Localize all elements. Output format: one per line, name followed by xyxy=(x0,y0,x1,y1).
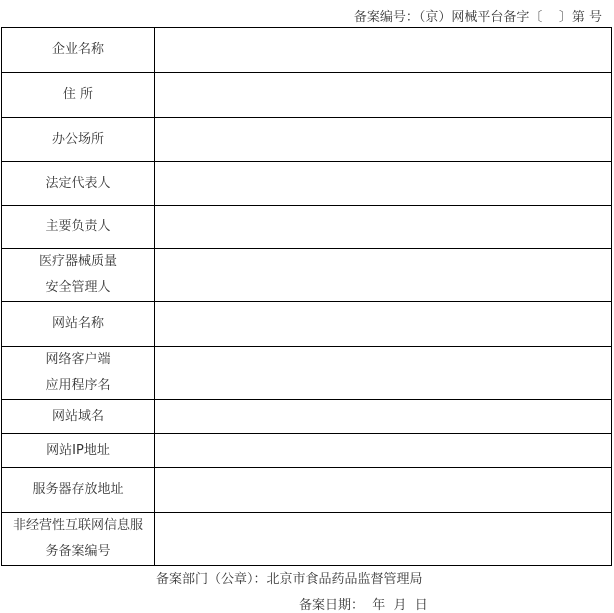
table-row xyxy=(2,347,612,400)
value-office-location[interactable] xyxy=(155,118,612,162)
label-website-ip: 网站IP地址 xyxy=(2,434,155,468)
table-row xyxy=(2,28,612,73)
label-client-app-name-line2: 应用程序名 xyxy=(45,378,111,393)
value-client-app-name[interactable] xyxy=(155,347,612,400)
label-principal: 主要负责人 xyxy=(2,206,155,249)
table-row xyxy=(2,162,612,206)
label-icp-filing-number-line2: 务备案编号 xyxy=(45,544,111,559)
filing-date: 备案日期： 年 月 日 xyxy=(299,598,428,613)
table-row xyxy=(2,73,612,118)
filing-department: 备案部门（公章）：北京市食品药品监督管理局 xyxy=(156,572,423,587)
table-row xyxy=(2,206,612,249)
filing-number-header: 备案编号：（京）网械平台备字〔 〕第 号 xyxy=(353,10,602,25)
table-row xyxy=(2,249,612,302)
filing-form-table xyxy=(1,27,612,566)
label-icp-filing-number xyxy=(2,513,155,566)
table-row xyxy=(2,302,612,347)
value-legal-representative[interactable] xyxy=(155,162,612,206)
label-quality-manager xyxy=(2,249,155,302)
table-row xyxy=(2,468,612,513)
label-website-domain: 网站域名 xyxy=(2,400,155,434)
label-quality-manager-line1: 医疗器械质量 xyxy=(38,254,117,269)
value-website-ip[interactable] xyxy=(155,434,612,468)
label-residence: 住 所 xyxy=(2,73,155,118)
label-office-location: 办公场所 xyxy=(2,118,155,162)
table-row xyxy=(2,434,612,468)
value-company-name[interactable] xyxy=(155,28,612,73)
value-principal[interactable] xyxy=(155,206,612,249)
label-legal-representative: 法定代表人 xyxy=(2,162,155,206)
label-client-app-name xyxy=(2,347,155,400)
value-quality-manager[interactable] xyxy=(155,249,612,302)
label-quality-manager-line2: 安全管理人 xyxy=(45,280,111,295)
table-row xyxy=(2,118,612,162)
table-row xyxy=(2,400,612,434)
label-client-app-name-line1: 网络客户端 xyxy=(45,352,111,367)
value-website-name[interactable] xyxy=(155,302,612,347)
value-residence[interactable] xyxy=(155,73,612,118)
label-icp-filing-number-line1: 非经营性互联网信息服 xyxy=(12,518,143,533)
table-row xyxy=(2,513,612,566)
label-company-name: 企业名称 xyxy=(2,28,155,73)
value-icp-filing-number[interactable] xyxy=(155,513,612,566)
label-website-name: 网站名称 xyxy=(2,302,155,347)
value-server-location[interactable] xyxy=(155,468,612,513)
value-website-domain[interactable] xyxy=(155,400,612,434)
label-server-location: 服务器存放地址 xyxy=(2,468,155,513)
